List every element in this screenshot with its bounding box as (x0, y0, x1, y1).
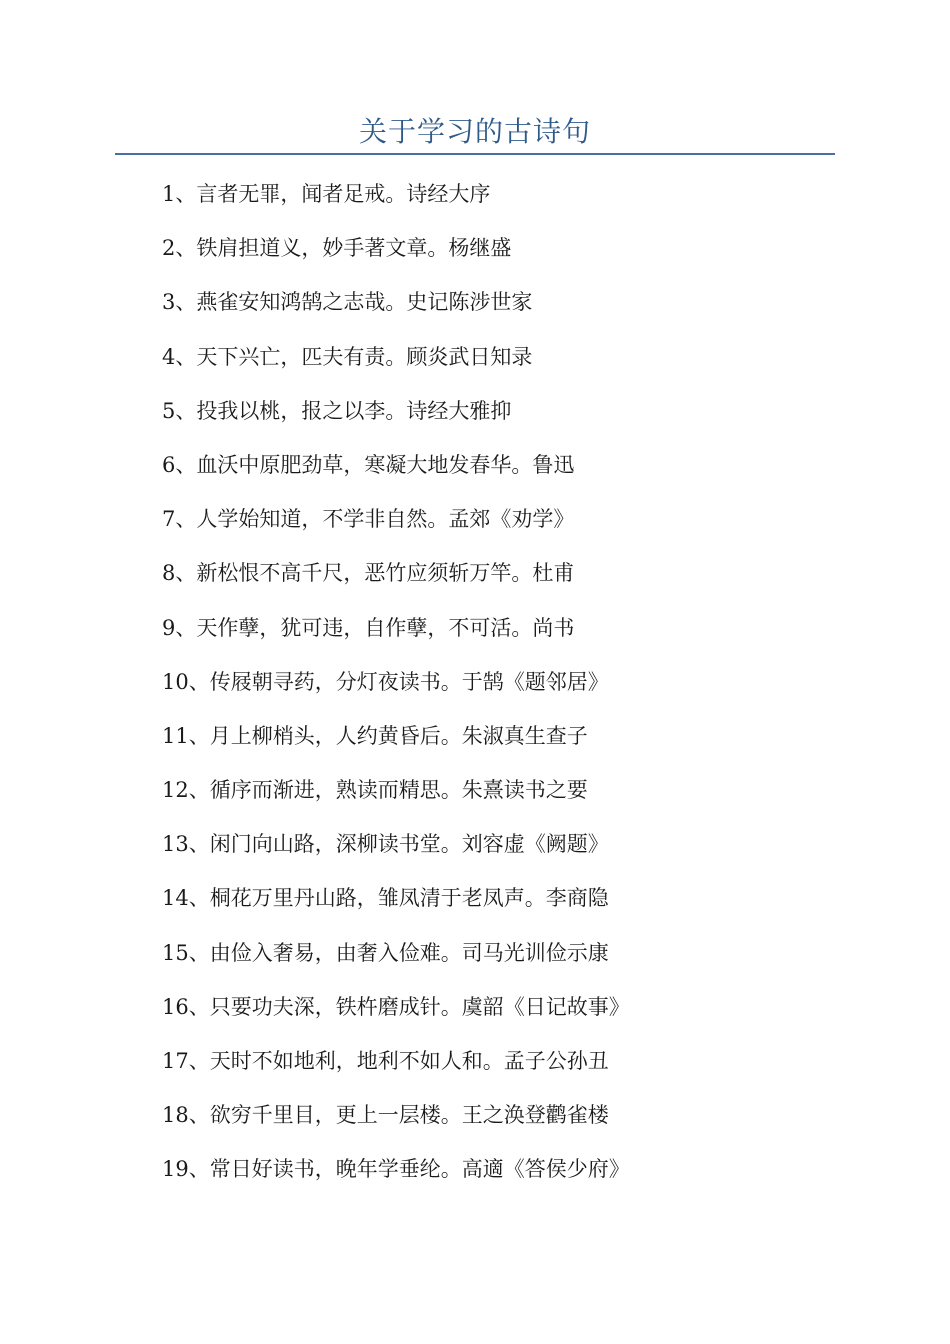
list-item: 2、铁肩担道义，妙手著文章。杨继盛 (162, 236, 512, 261)
list-item: 10、传屐朝寻药，分灯夜读书。于鹄《题邻居》 (162, 669, 609, 694)
list-item: 3、燕雀安知鸿鹄之志哉。史记陈涉世家 (162, 290, 533, 315)
list-item: 12、循序而渐进，熟读而精思。朱熹读书之要 (162, 778, 588, 803)
list-item: 13、闲门向山路，深柳读书堂。刘容虚《阙题》 (162, 832, 609, 857)
list-item: 19、常日好读书，晚年学垂纶。高適《答侯少府》 (162, 1157, 630, 1182)
page-title: 关于学习的古诗句 (358, 115, 591, 148)
list-item: 9、天作孽，犹可违，自作孽，不可活。尚书 (162, 615, 575, 640)
list-item: 7、人学始知道，不学非自然。孟郊《劝学》 (162, 507, 575, 532)
list-item: 4、天下兴亡，匹夫有责。顾炎武日知录 (162, 344, 533, 369)
list-item: 5、投我以桃，报之以李。诗经大雅抑 (162, 398, 512, 423)
list-item: 17、天时不如地利，地利不如人和。孟子公孙丑 (162, 1049, 609, 1073)
list-item: 6、血沃中原肥劲草，寒凝大地发春华。鲁迅 (162, 452, 575, 477)
list-item: 8、新松恨不高千尺，恶竹应须斩万竿。杜甫 (162, 561, 575, 586)
list-item: 1、言者无罪，闻者足戒。诗经大序 (162, 182, 491, 206)
list-item: 15、由俭入奢易，由奢入俭难。司马光训俭示康 (162, 940, 609, 965)
list-item: 14、桐花万里丹山路，雏凤清于老凤声。李商隐 (162, 886, 609, 911)
list-item: 18、欲穷千里目，更上一层楼。王之涣登鹳雀楼 (162, 1103, 609, 1128)
list-item: 16、只要功夫深，铁杵磨成针。虞韶《日记故事》 (162, 994, 630, 1019)
verse-list (162, 176, 630, 1206)
list-item: 11、月上柳梢头，人约黄昏后。朱淑真生查子 (162, 723, 588, 748)
title-underline (115, 153, 835, 155)
